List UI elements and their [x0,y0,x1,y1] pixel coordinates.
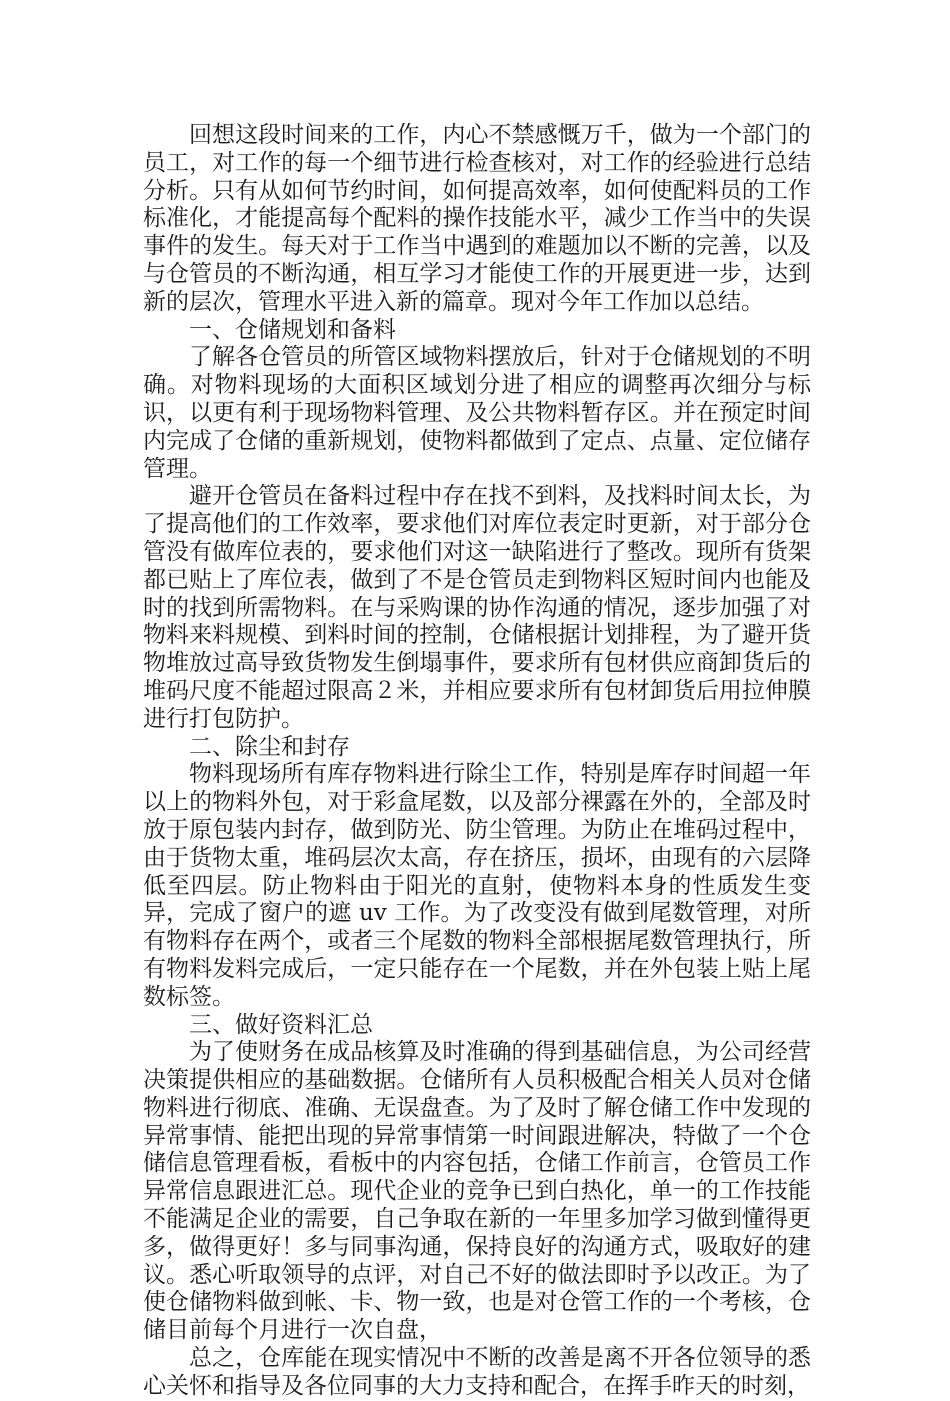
section-heading-dust-sealing: 二、除尘和封存 [189,733,350,760]
section-heading-warehouse-planning: 一、仓储规划和备料 [189,316,396,343]
conclusion-paragraph: 总之，仓库能在现实情况中不断的改善是离不开各位领导的悉心关怀和指导及各位同事的大力支持和配合，在挥手昨天的时刻， [143,1345,811,1399]
section-heading-data-summary: 三、做好资料汇总 [189,1011,373,1038]
dust-sealing-paragraph: 物料现场所有库存物料进行除尘工作，特别是库存时间超一年以上的物料外包，对于彩盒尾数，以及部分裸露在外的，全部及时放于原包装内封存，做到防光、防尘管理。为防止在堆码过程中，由于货物太重，堆码层次太高，存在挤压，损坏，由现有的六层降低至四层。防止物料由于阳光的直射，使物料本身的性质发生变异，完成了窗户的遮 uv 工作。为了改变没有做到尾数管理，对所有物料存在两个，或者三个尾数的物料全部根据尾数管理执行，所有物料发料完成后，一定只能存在一个尾数，并在外包装上贴上尾数标签。 [143,761,811,1010]
warehouse-planning-paragraph: 了解各仓管员的所管区域物料摆放后，针对于仓储规划的不明确。对物料现场的大面积区域划分进了相应的调整再次细分与标识，以更有利于现场物料管理、及公共物料暂存区。并在预定时间内完成了仓储的重新规划，使物料都做到了定点、点量、定位储存管理。 [143,344,811,482]
material-preparation-paragraph: 避开仓管员在备料过程中存在找不到料，及找料时间太长，为了提高他们的工作效率，要求他们对库位表定时更新，对于部分仓管没有做库位表的，要求他们对这一缺陷进行了整改。现所有货架都已贴上了库位表，做到了不是仓管员走到物料区短时间内也能及时的找到所需物料。在与采购课的协作沟通的情况，逐步加强了对物料来料规模、到料时间的控制，仓储根据计划排程，为了避开货物堆放过高导致货物发生倒塌事件，要求所有包材供应商卸货后的堆码尺度不能超过限高２米，并相应要求所有包材卸货后用拉伸膜进行打包防护。 [143,483,811,732]
document-body [143,122,811,1401]
intro-paragraph: 回想这段时间来的工作，内心不禁感慨万千，做为一个部门的员工，对工作的每一个细节进行检查核对，对工作的经验进行总结分析。只有从如何节约时间，如何提高效率，如何使配料员的工作标准化，才能提高每个配料的操作技能水平，减少工作当中的失误事件的发生。每天对于工作当中遇到的难题加以不断的完善，以及与仓管员的不断沟通，相互学习才能使工作的开展更进一步，达到新的层次，管理水平进入新的篇章。现对今年工作加以总结。 [143,122,811,315]
data-summary-paragraph: 为了使财务在成品核算及时准确的得到基础信息，为公司经营决策提供相应的基础数据。仓储所有人员积极配合相关人员对仓储物料进行彻底、准确、无误盘查。为了及时了解仓储工作中发现的异常事情、能把出现的异常事情第一时间跟进解决，特做了一个仓储信息管理看板，看板中的内容包括，仓储工作前言，仓管员工作异常信息跟进汇总。现代企业的竞争已到白热化，单一的工作技能不能满足企业的需要，自己争取在新的一年里多加学习做到懂得更多，做得更好！多与同事沟通，保持良好的沟通方式，吸取好的建议。悉心听取领导的点评，对自己不好的做法即时予以改正。为了使仓储物料做到帐、卡、物一致，也是对仓管工作的一个考核，仓储目前每个月进行一次自盘， [143,1039,811,1344]
